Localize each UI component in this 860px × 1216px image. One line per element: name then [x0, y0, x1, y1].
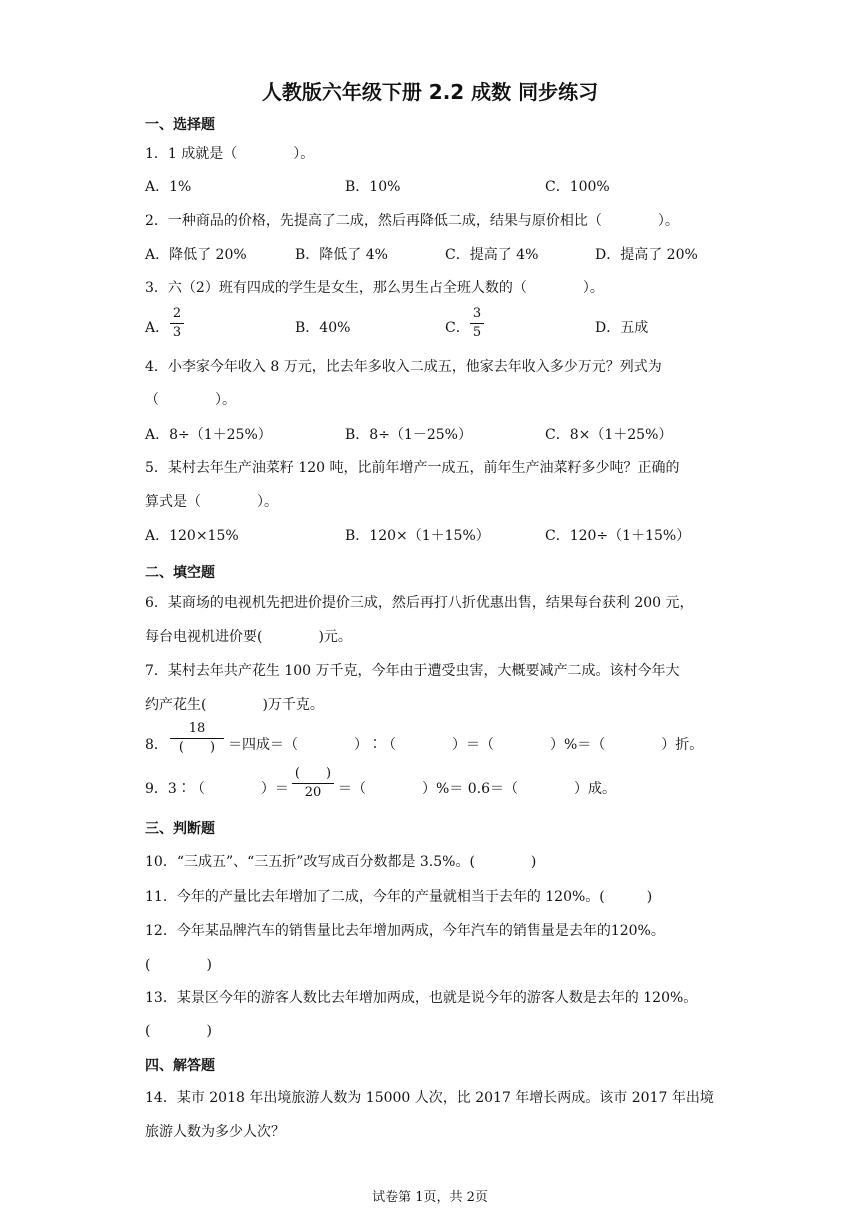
question-1-option-b: B．10%	[345, 179, 401, 195]
fraction-numerator: 18	[188, 721, 206, 736]
question-5-option-c: C．120÷（1＋15%）	[545, 528, 691, 544]
question-2-stem: 2．一种商品的价格，先提高了二成，然后再降低二成，结果与原价相比（ ）。	[145, 213, 679, 229]
question-5-stem-line1: 5．某村去年生产油菜籽 120 吨，比前年增产一成五，前年生产油菜籽多少吨？正确的	[145, 460, 680, 476]
question-8-prefix: 8．	[145, 737, 168, 753]
fraction-denominator: 3	[172, 325, 182, 340]
question-12-line2: ( )	[145, 957, 212, 973]
fraction-bar	[470, 323, 484, 324]
question-3-option-a-fraction	[170, 306, 184, 341]
question-3-option-c-prefix: C．	[445, 320, 470, 336]
question-14-line1: 14．某市 2018 年出境旅游人数为 15000 人次，比 2017 年增长两成。该市 2017 年出境	[145, 1090, 714, 1106]
question-2-option-c: C．提高了 4%	[445, 247, 539, 263]
fraction-denominator: 20	[304, 785, 322, 800]
question-7-line2: 约产花生( )万千克。	[145, 697, 324, 713]
question-4-option-b: B．8÷（1－25%）	[345, 427, 472, 443]
question-3-option-c-fraction	[470, 306, 484, 341]
question-4-option-a: A．8÷（1＋25%）	[145, 427, 272, 443]
fraction-denominator: 5	[472, 325, 482, 340]
question-10: 10．“三成五”、“三五折”改写成百分数都是 3.5%。( )	[145, 854, 537, 870]
fraction-numerator: 2	[172, 306, 182, 321]
question-13-line1: 13．某景区今年的游客人数比去年增加两成，也就是说今年的游客人数是去年的 120%。	[145, 990, 698, 1006]
section-heading-judge: 三、判断题	[145, 821, 215, 837]
section-heading-choice: 一、选择题	[145, 117, 215, 133]
section-heading-fill: 二、填空题	[145, 565, 215, 581]
question-5-stem-line2: 算式是（ ）。	[145, 494, 278, 510]
question-4-stem-line2: （ ）。	[145, 392, 236, 408]
question-2-option-b: B．降低了 4%	[295, 247, 388, 263]
question-11: 11．今年的产量比去年增加了二成，今年的产量就相当于去年的 120%。( )	[145, 889, 653, 905]
question-13-line2: ( )	[145, 1023, 212, 1039]
question-6-line1: 6．某商场的电视机先把进价提价三成，然后再打八折优惠出售，结果每台获利 200 元，	[145, 595, 694, 611]
fraction-numerator: 3	[472, 306, 482, 321]
page-footer: 试卷第 1页，共 2页	[372, 1190, 488, 1205]
fraction-bar	[170, 323, 184, 324]
question-2-option-d: D．提高了 20%	[595, 247, 698, 263]
question-14-line2: 旅游人数为多少人次？	[145, 1124, 285, 1140]
question-9-rest: ＝（ ）%＝ 0.6＝（ ）成。	[338, 781, 617, 797]
question-1-option-a: A．1%	[145, 179, 192, 195]
question-3-option-d: D．五成	[595, 320, 649, 336]
section-heading-solve: 四、解答题	[145, 1058, 215, 1074]
fraction-denominator: ( )	[178, 740, 216, 755]
question-12-line1: 12．今年某品牌汽车的销售量比去年增加两成，今年汽车的销售量是去年的120%。	[145, 923, 665, 939]
question-4-stem-line1: 4．小李家今年收入 8 万元，比去年多收入二成五，他家去年收入多少万元？列式为	[145, 359, 662, 375]
question-9-prefix: 9．3∶（ ）＝	[145, 781, 289, 797]
question-5-option-b: B．120×（1＋15%）	[345, 528, 490, 544]
page-title: 人教版六年级下册 2.2 成数 同步练习	[261, 80, 599, 104]
question-7-line1: 7．某村去年共产花生 100 万千克，今年由于遭受虫害，大概要减产二成。该村今年大	[145, 663, 680, 679]
question-1-stem: 1．1 成就是（ ）。	[145, 146, 315, 162]
question-4-option-c: C．8×（1＋25%）	[545, 427, 673, 443]
question-5-option-a: A．120×15%	[145, 528, 239, 544]
question-1-option-c: C．100%	[545, 179, 610, 195]
question-3-option-b: B．40%	[295, 320, 351, 336]
question-6-line2: 每台电视机进价要( )元。	[145, 629, 352, 645]
question-2-option-a: A．降低了 20%	[145, 247, 247, 263]
question-8-rest: ＝四成＝（ ）∶（ ）＝（ ）%＝（ ）折。	[228, 737, 704, 753]
question-8-fraction	[170, 721, 224, 756]
fraction-bar	[292, 783, 334, 784]
question-3-stem: 3．六（2）班有四成的学生是女生，那么男生占全班人数的（ ）。	[145, 280, 604, 296]
question-9-fraction	[292, 766, 334, 801]
fraction-bar	[170, 738, 224, 739]
question-3-option-a-prefix: A．	[145, 320, 170, 336]
fraction-numerator: ( )	[294, 766, 332, 781]
